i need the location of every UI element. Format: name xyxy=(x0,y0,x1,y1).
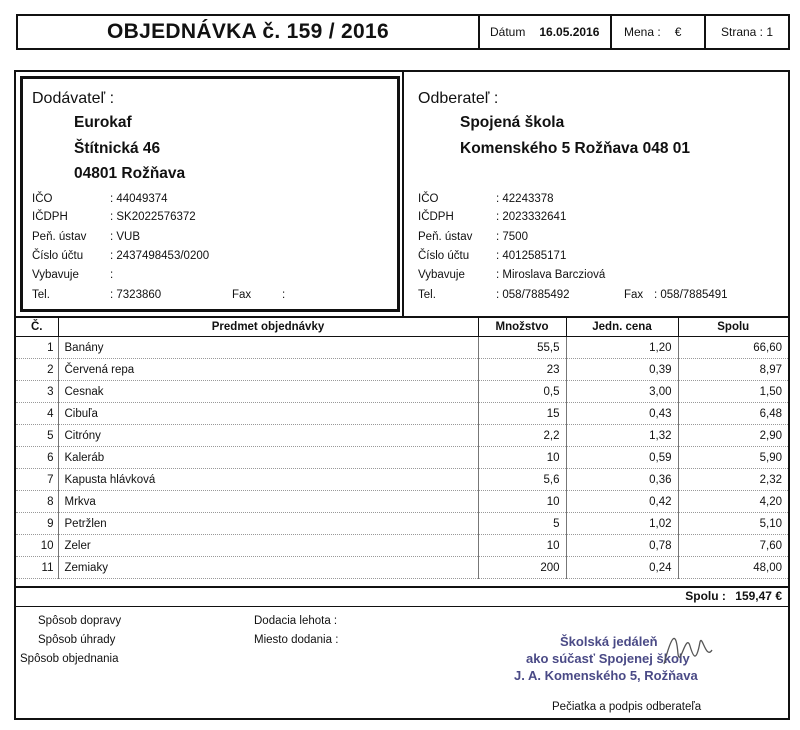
customer-divider xyxy=(402,70,404,316)
customer-field-label: IČO xyxy=(418,193,439,205)
item-total: 48,00 xyxy=(678,557,788,579)
col-header-quantity: Množstvo xyxy=(478,318,566,337)
item-unit-price: 0,39 xyxy=(566,359,678,381)
item-total: 4,20 xyxy=(678,491,788,513)
currency-cell xyxy=(610,14,706,50)
item-unit-price: 3,00 xyxy=(566,381,678,403)
row-number: 10 xyxy=(16,535,58,557)
item-quantity: 10 xyxy=(478,535,566,557)
supplier-name: Eurokaf xyxy=(74,114,132,131)
delivery-term-label: Dodacia lehota : xyxy=(254,615,338,627)
customer-field-label: Vybavuje xyxy=(418,269,465,281)
item-unit-price: 0,59 xyxy=(566,447,678,469)
item-total: 5,10 xyxy=(678,513,788,535)
col-header-total: Spolu xyxy=(678,318,788,337)
row-number: 2 xyxy=(16,359,58,381)
table-row xyxy=(16,403,788,425)
item-unit-price: 0,24 xyxy=(566,557,678,579)
item-name: Cesnak xyxy=(58,381,478,403)
stamp-line-3: J. A. Komenského 5, Rožňava xyxy=(514,668,698,683)
table-row xyxy=(16,447,788,469)
table-row xyxy=(16,491,788,513)
row-number: 1 xyxy=(16,337,58,359)
col-header-number: Č. xyxy=(16,318,58,337)
item-total: 1,50 xyxy=(678,381,788,403)
total-rule xyxy=(16,586,788,588)
row-number: 11 xyxy=(16,557,58,579)
item-name: Cibuľa xyxy=(58,403,478,425)
total-row xyxy=(560,589,782,603)
table-row xyxy=(16,337,788,359)
item-total: 5,90 xyxy=(678,447,788,469)
table-row xyxy=(16,469,788,491)
customer-tel-value: : 058/7885492 xyxy=(496,289,570,301)
signature-scribble xyxy=(660,624,720,674)
supplier-field-value: : 44049374 xyxy=(110,193,168,205)
supplier-field-label: Vybavuje xyxy=(32,269,79,281)
item-quantity: 2,2 xyxy=(478,425,566,447)
supplier-tel-value: : 7323860 xyxy=(110,289,162,301)
currency-label: Mena : xyxy=(624,25,661,39)
customer-field-value: : 42243378 xyxy=(496,193,554,205)
table-row xyxy=(16,513,788,535)
item-quantity: 15 xyxy=(478,403,566,425)
item-unit-price: 1,20 xyxy=(566,337,678,359)
supplier-heading: Dodávateľ : xyxy=(32,90,115,107)
items-table xyxy=(16,318,788,579)
item-quantity: 10 xyxy=(478,447,566,469)
customer-field-label: Číslo účtu xyxy=(418,250,470,262)
table-row xyxy=(16,381,788,403)
supplier-field-value: : xyxy=(110,269,114,281)
item-total: 2,90 xyxy=(678,425,788,447)
customer-heading: Odberateľ : xyxy=(418,90,499,107)
row-number: 6 xyxy=(16,447,58,469)
customer-field-label: IČDPH xyxy=(418,211,454,223)
item-name: Červená repa xyxy=(58,359,478,381)
supplier-field-label: Číslo účtu xyxy=(32,250,84,262)
table-row xyxy=(16,535,788,557)
customer-address: Komenského 5 Rožňava 048 01 xyxy=(460,140,691,157)
total-label: Spolu : xyxy=(685,589,726,603)
currency-value: € xyxy=(674,25,682,39)
stamp-line-1: Školská jedáleň xyxy=(560,634,658,649)
row-number: 4 xyxy=(16,403,58,425)
supplier-field-value: : VUB xyxy=(110,231,141,243)
total-value: 159,47 € xyxy=(735,589,782,603)
row-number: 9 xyxy=(16,513,58,535)
col-header-unit-price: Jedn. cena xyxy=(566,318,678,337)
item-quantity: 200 xyxy=(478,557,566,579)
item-quantity: 10 xyxy=(478,491,566,513)
row-number: 3 xyxy=(16,381,58,403)
item-name: Petržlen xyxy=(58,513,478,535)
supplier-city: 04801 Rožňava xyxy=(74,165,186,182)
order-method-label: Spôsob objednania xyxy=(20,653,119,665)
item-unit-price: 0,36 xyxy=(566,469,678,491)
item-name: Zeler xyxy=(58,535,478,557)
supplier-field-label: IČDPH xyxy=(32,211,68,223)
item-total: 66,60 xyxy=(678,337,788,359)
title-cell xyxy=(16,14,480,50)
customer-field-value: : 4012585171 xyxy=(496,250,567,262)
item-quantity: 5,6 xyxy=(478,469,566,491)
item-quantity: 0,5 xyxy=(478,381,566,403)
payment-label: Spôsob úhrady xyxy=(38,634,116,646)
table-header-row xyxy=(16,318,788,337)
item-name: Mrkva xyxy=(58,491,478,513)
supplier-tel-label: Tel. xyxy=(32,289,50,301)
item-unit-price: 1,02 xyxy=(566,513,678,535)
item-name: Zemiaky xyxy=(58,557,478,579)
supplier-field-label: Peň. ústav xyxy=(32,231,87,243)
item-total: 2,32 xyxy=(678,469,788,491)
col-header-item: Predmet objednávky xyxy=(58,318,478,337)
stamp-line-2: ako súčasť Spojenej školy xyxy=(526,651,690,666)
supplier-field-label: IČO xyxy=(32,193,53,205)
table-row xyxy=(16,425,788,447)
date-label: Dátum xyxy=(490,25,526,39)
customer-fax-value: : 058/7885491 xyxy=(654,289,728,301)
item-total: 6,48 xyxy=(678,403,788,425)
transport-label: Spôsob dopravy xyxy=(38,615,122,627)
customer-field-value: : 7500 xyxy=(496,231,528,243)
item-name: Banány xyxy=(58,337,478,359)
item-quantity: 23 xyxy=(478,359,566,381)
item-unit-price: 0,42 xyxy=(566,491,678,513)
customer-field-value: : Miroslava Barcziová xyxy=(496,269,606,281)
item-name: Kaleráb xyxy=(58,447,478,469)
page-cell xyxy=(704,14,790,50)
delivery-place-label: Miesto dodania : xyxy=(254,634,339,646)
customer-field-value: : 2023332641 xyxy=(496,211,567,223)
row-number: 5 xyxy=(16,425,58,447)
item-total: 7,60 xyxy=(678,535,788,557)
row-number: 8 xyxy=(16,491,58,513)
page-number: Strana : 1 xyxy=(720,25,774,39)
supplier-street: Štítnická 46 xyxy=(74,140,161,157)
item-quantity: 5 xyxy=(478,513,566,535)
supplier-field-value: : 2437498453/0200 xyxy=(110,250,210,262)
item-total: 8,97 xyxy=(678,359,788,381)
item-unit-price: 0,43 xyxy=(566,403,678,425)
supplier-field-value: : SK2022576372 xyxy=(110,211,196,223)
row-number: 7 xyxy=(16,469,58,491)
footer-rule xyxy=(16,606,788,607)
item-quantity: 55,5 xyxy=(478,337,566,359)
item-name: Citróny xyxy=(58,425,478,447)
supplier-fax-label: Fax xyxy=(232,289,252,301)
signature-caption: Pečiatka a podpis odberateľa xyxy=(552,701,702,713)
customer-name: Spojená škola xyxy=(460,114,565,131)
date-value: 16.05.2016 xyxy=(539,25,600,39)
customer-field-label: Peň. ústav xyxy=(418,231,473,243)
item-unit-price: 1,32 xyxy=(566,425,678,447)
item-unit-price: 0,78 xyxy=(566,535,678,557)
supplier-fax-value: : xyxy=(282,289,286,301)
date-cell xyxy=(478,14,612,50)
table-row xyxy=(16,359,788,381)
document-title: OBJEDNÁVKA č. 159 / 2016 xyxy=(107,20,389,43)
table-row xyxy=(16,557,788,579)
customer-tel-label: Tel. xyxy=(418,289,436,301)
customer-fax-label: Fax xyxy=(624,289,644,301)
item-name: Kapusta hlávková xyxy=(58,469,478,491)
